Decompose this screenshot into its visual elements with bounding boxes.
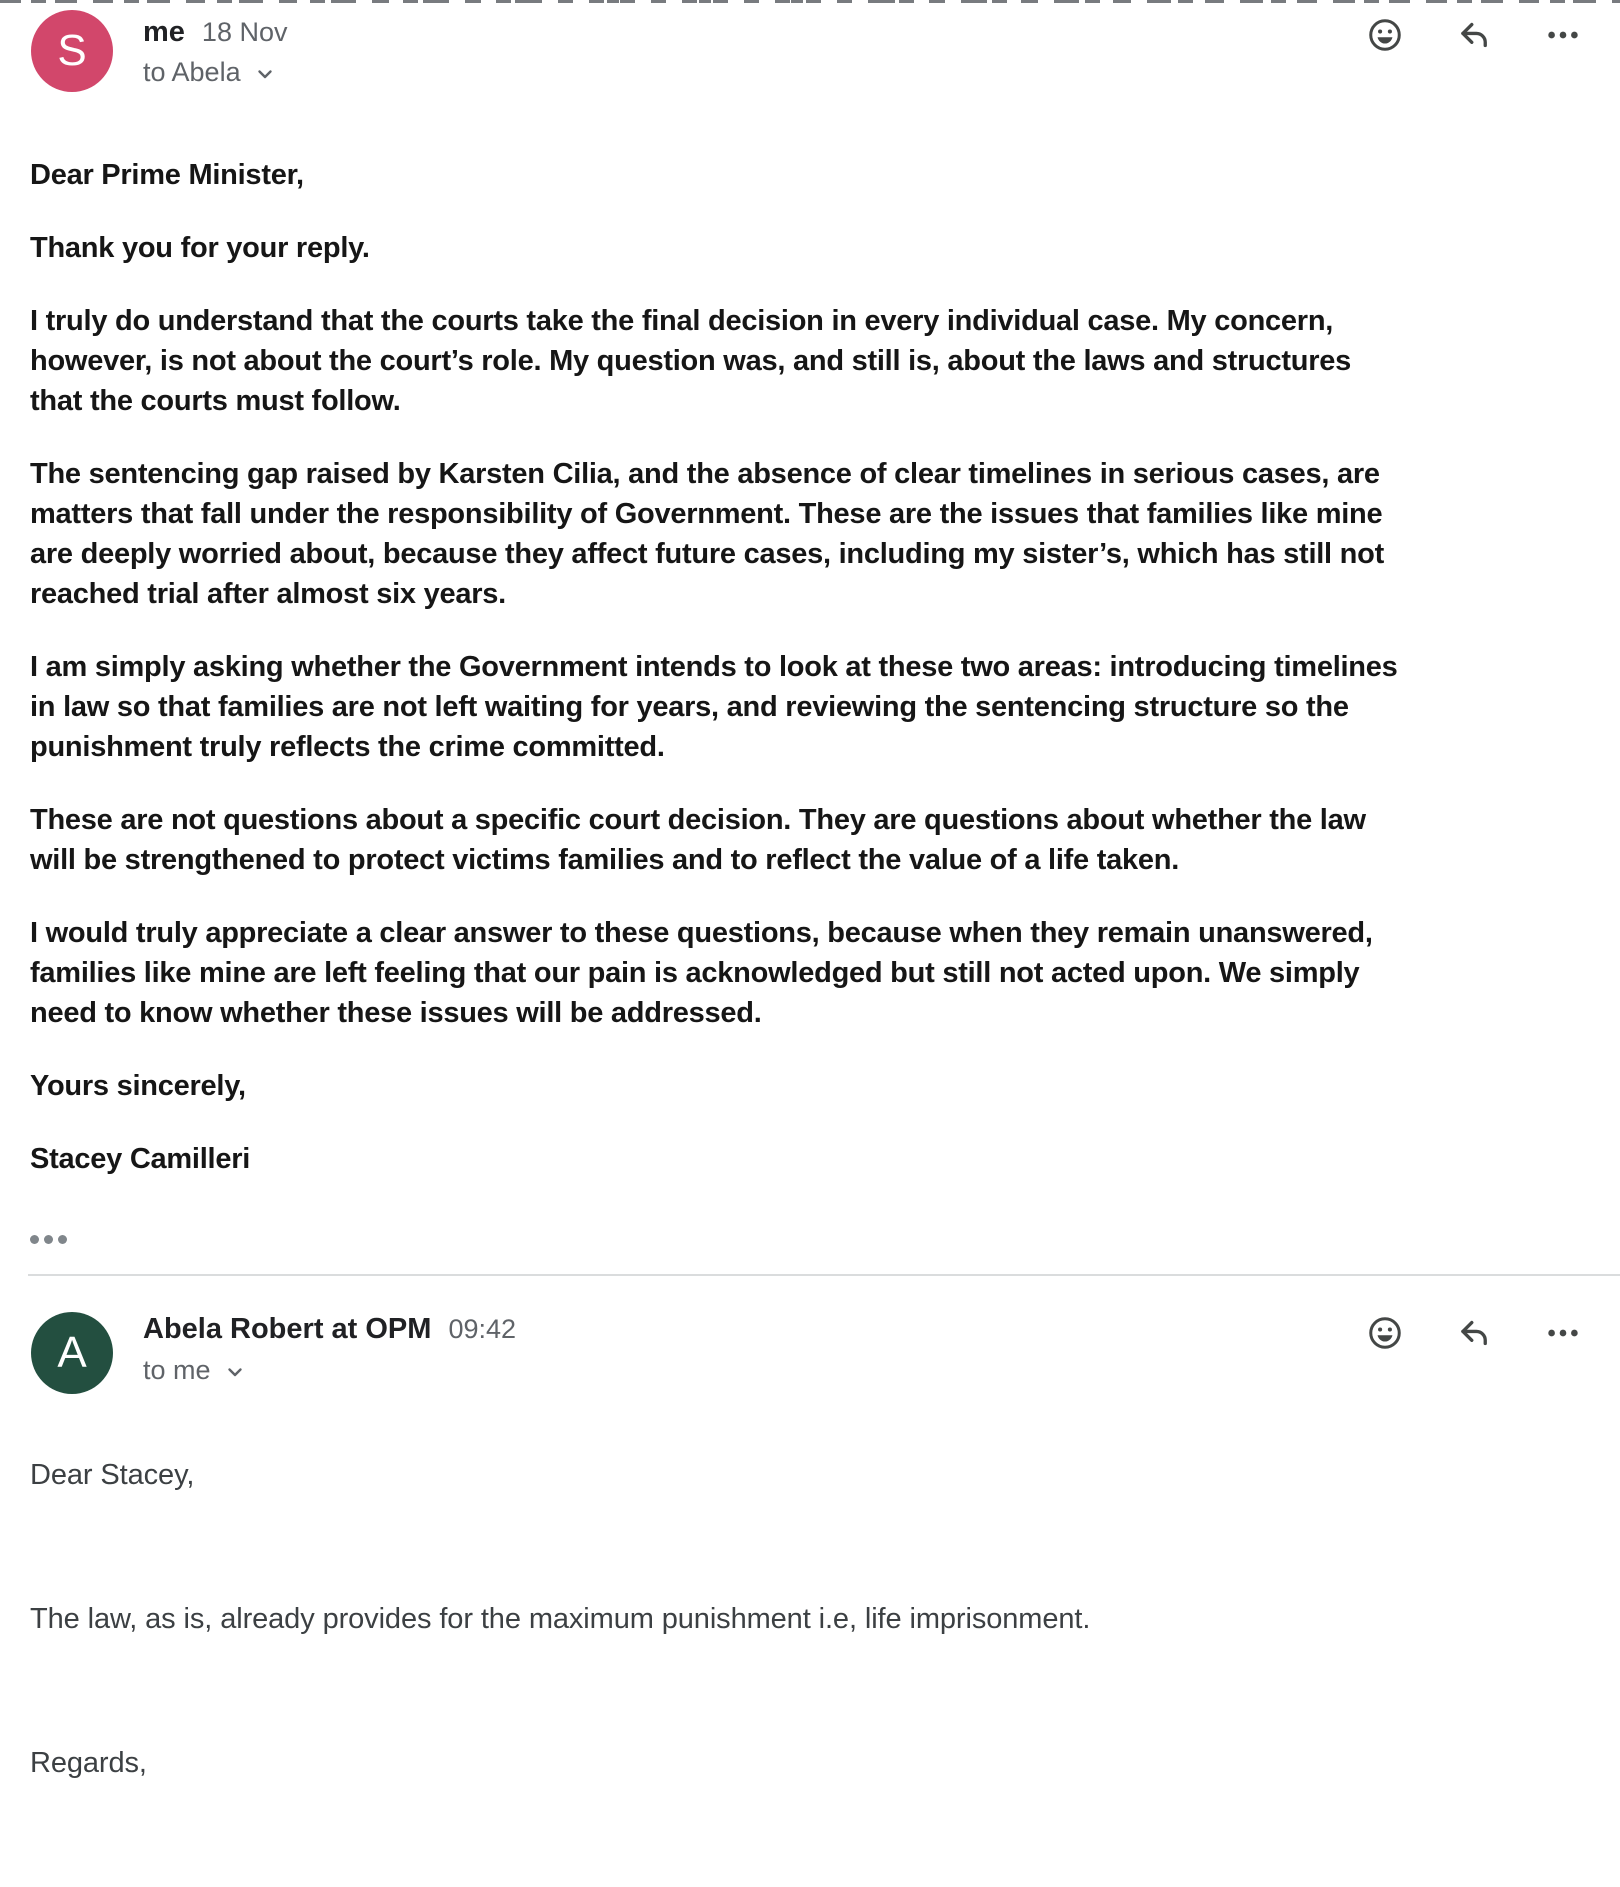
paragraph: I am simply asking whether the Government intends to look at these two areas: introducing timelines in law so that families are not left waiting for years, and reviewing the sentencing structure so the punishment truly reflects the crime committed. [30,651,1398,763]
reply-button[interactable] [1454,15,1494,55]
sender-name: me [143,16,185,48]
more-horiz-icon [1544,1314,1582,1352]
message-actions [1365,15,1583,55]
emoji-icon [1366,1314,1404,1352]
show-trimmed-content-button[interactable] [28,1229,69,1250]
chevron-down-icon [253,62,277,86]
paragraph: Thank you for your reply. [30,232,370,264]
signature-closing: Yours sincerely, [30,1070,246,1102]
paragraph: The law, as is, already provides for the maximum punishment i.e, life imprisonment. [30,1603,1091,1635]
cropped-text-remnant [0,0,1620,3]
emoji-icon [1366,16,1404,54]
dot [44,1235,53,1244]
dot [58,1235,67,1244]
recipient-details-toggle[interactable] [143,57,277,88]
reply-icon [1455,16,1493,54]
paragraph: The sentencing gap raised by Karsten Cilia, and the absence of clear timelines in serious cases, are matters that fall under the responsibility of Government. These are the issues that families like mine are deeply worried about, because they affect future cases, including my sister’s, which has still not reached trial after almost six years. [30,458,1385,610]
sender-avatar[interactable]: S [31,10,113,92]
recipient-label: to me [143,1355,211,1385]
paragraph: I truly do understand that the courts take the final decision in every individual case. My concern, however, is not about the court’s role. My question was, and still is, about the laws and structures that the courts must follow. [30,305,1352,417]
message-header [143,16,287,49]
add-reaction-button[interactable] [1365,15,1405,55]
recipient-details-toggle[interactable] [143,1355,247,1386]
message-header [143,1313,516,1346]
signature-name: Stacey Camilleri [30,1143,251,1175]
message-body [30,1455,1410,1887]
reply-icon [1455,1314,1493,1352]
message-time: 09:42 [448,1314,517,1344]
signature-closing: Regards, [30,1747,147,1779]
paragraph: Dear Stacey, [30,1459,195,1491]
chevron-down-icon [223,1360,247,1384]
more-options-button[interactable] [1543,15,1583,55]
paragraph: Dear Prime Minister, [30,159,304,191]
add-reaction-button[interactable] [1365,1313,1405,1353]
reply-button[interactable] [1454,1313,1494,1353]
dot [30,1235,39,1244]
message-actions [1365,1313,1583,1353]
paragraph: These are not questions about a specific court decision. They are questions about whether the law will be strengthened to protect victims families and to reflect the value of a life taken. [30,804,1366,876]
message-date: 18 Nov [201,17,288,47]
paragraph: I would truly appreciate a clear answer to these questions, because when they remain unanswered, families like mine are left feeling that our pain is acknowledged but still not acted upon. We simply need to know whether these issues will be addressed. [30,917,1373,1029]
sender-name: Abela Robert at OPM [143,1313,432,1345]
more-horiz-icon [1544,16,1582,54]
recipient-label: to Abela [143,57,241,87]
message-divider [28,1274,1620,1276]
message-body [30,155,1410,1212]
sender-avatar[interactable]: A [31,1312,113,1394]
more-options-button[interactable] [1543,1313,1583,1353]
